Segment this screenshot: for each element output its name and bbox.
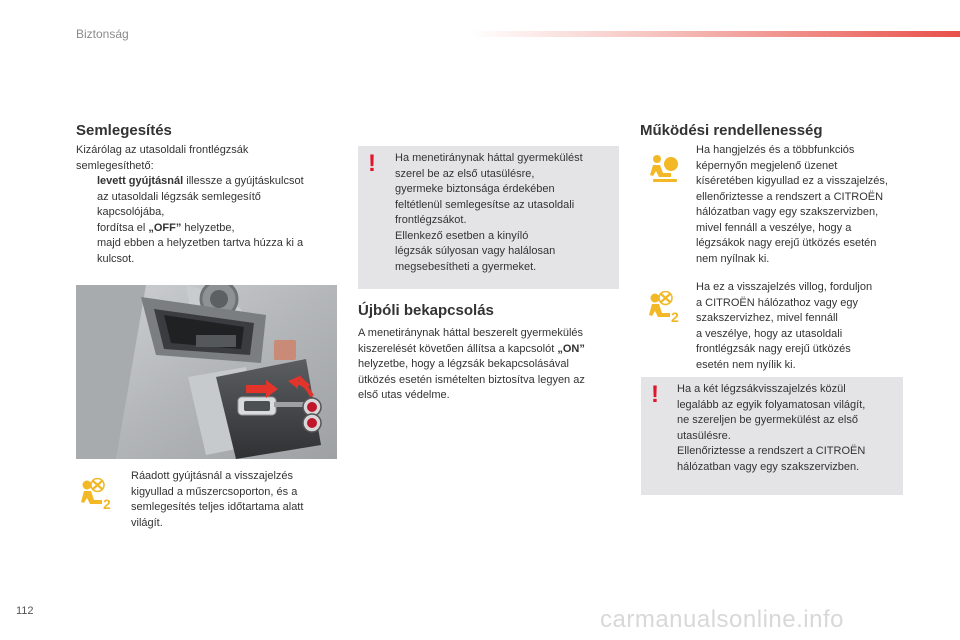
child-seat-warning-box [358,146,619,289]
passenger-airbag-off-icon [80,478,114,510]
malfunction-line: kíséretében kigyullad ez a visszajelzés, [696,175,888,187]
malfunction-line: Ha hangjelzés és a többfunkciós [696,144,855,156]
warning-line: feltétlenül semlegesítse az utasoldali [395,198,575,211]
warning-line: megsebesítheti a gyermeket. [395,260,537,273]
malfunction-line: frontlégzsák nagy erejű ütközés [696,343,851,355]
warning-line: Ha menetiránynak háttal gyermekülést [395,152,583,164]
malfunction-line: a CITROËN hálózathoz vagy egy [696,296,859,309]
malfunction-line: ellenőriztesse a rendszert a CITROËN [696,190,884,203]
warning-line: légzsák súlyosan vagy halálosan [395,245,556,257]
svg-text:2: 2 [103,496,111,510]
text-run: első utas védelme. [358,389,450,401]
reactivation-title: Újbóli bekapcsolás [358,302,494,319]
step-bold: „OFF” [148,221,182,234]
passenger-warning-text [696,280,916,373]
step-text: illessze a gyújtáskulcsot [183,175,304,187]
warning-text [395,151,615,275]
malfunction-line: hálózatban vagy egy szakszervizben, [696,206,879,218]
step-text: kulcsot. [97,252,135,265]
step-text: majd ebben a helyzetben tartva húzza ki a [97,237,304,249]
text-run-bold: „ON” [557,342,585,355]
box-line: Ellenőriztesse a rendszert a CITROËN [677,445,866,457]
text-run: kiszerelését követően állítsa a kapcsolót [358,342,558,355]
step-text: helyzetbe, [181,221,235,234]
deactivation-title: Semlegesítés [76,122,172,139]
watermark: carmanualsonline.info [600,606,844,633]
box-line: legalább az egyik folyamatosan világít, [677,398,866,411]
svg-text:2: 2 [671,309,679,323]
box-line: ne szereljen be gyermekülést az első [677,414,858,426]
warning-line: Ellenkező esetben a kinyíló [395,229,529,242]
deactivation-steps [76,174,341,267]
deactivation-note [131,469,341,531]
deactivation-intro [76,143,341,267]
box-line: hálózatban vagy egy szakszervizben. [677,460,860,473]
page-number: 112 [16,605,34,617]
step-text: kapcsolójába, [97,206,165,218]
malfunction-box-text [677,382,899,475]
note-line: kigyullad a műszercsoporton, és a [131,485,298,498]
reactivation-line [358,373,623,389]
warning-line: frontlégzsákot. [395,214,467,226]
malfunction-warning-box [641,377,903,495]
malfunction-title: Működési rendellenesség [640,122,823,139]
header-accent-bar [470,31,960,37]
reactivation-text [358,326,623,404]
malfunction-line: nem nyílnak ki. [696,252,770,265]
note-line: Ráadott gyújtásnál a visszajelzés [131,470,294,482]
list-item [76,236,341,267]
reactivation-line [358,388,623,404]
malfunction-line: légzsákok nagy erejű ütközés esetén [696,237,877,249]
list-item [76,174,341,221]
intro-line: Kizárólag az utasoldali frontlégzsák [76,144,249,156]
section-title: Biztonság [76,27,129,41]
warning-line: szerel be az első utasülésre, [395,167,535,180]
text-run: A menetiránynak háttal beszerelt gyermekülés [358,327,584,339]
airbag-switch-illustration [76,285,337,459]
intro-line: semlegesíthető: [76,159,154,172]
text-run: ütközés esetén ismételten biztosítva legyen az [358,373,585,386]
warning-line: gyermeke biztonsága érdekében [395,183,555,195]
reactivation-line [358,357,623,373]
note-line: világít. [131,516,163,529]
reactivation-line [358,326,623,342]
box-line: Ha a két légzsákvisszajelzés közül [677,383,846,395]
exclamation-icon: ! [368,150,376,177]
step-text: az utasoldali légzsák semlegesítő [97,190,261,203]
box-line: utasülésre. [677,429,731,442]
exclamation-icon: ! [651,381,659,408]
malfunction-line: szakszervizhez, mivel fennáll [696,312,838,324]
list-item [76,221,341,237]
malfunction-line: mivel fennáll a veszélye, hogy a [696,221,852,234]
airbag-warning-text [696,143,916,267]
passenger-airbag-icon [648,291,682,323]
step-bold: levett gyújtásnál [97,175,184,187]
reactivation-line [358,342,623,358]
malfunction-line: Ha ez a visszajelzés villog, forduljon [696,281,873,293]
step-text: fordítsa el [97,221,149,234]
note-line: semlegesítés teljes időtartama alatt [131,501,304,513]
malfunction-line: esetén nem nyílik ki. [696,358,796,371]
malfunction-line: a veszélye, hogy az utasoldali [696,327,843,340]
text-run: helyzetbe, hogy a légzsák bekapcsolásával [358,358,569,370]
airbag-warning-icon [650,154,680,184]
malfunction-line: képernyőn megjelenő üzenet [696,159,838,172]
